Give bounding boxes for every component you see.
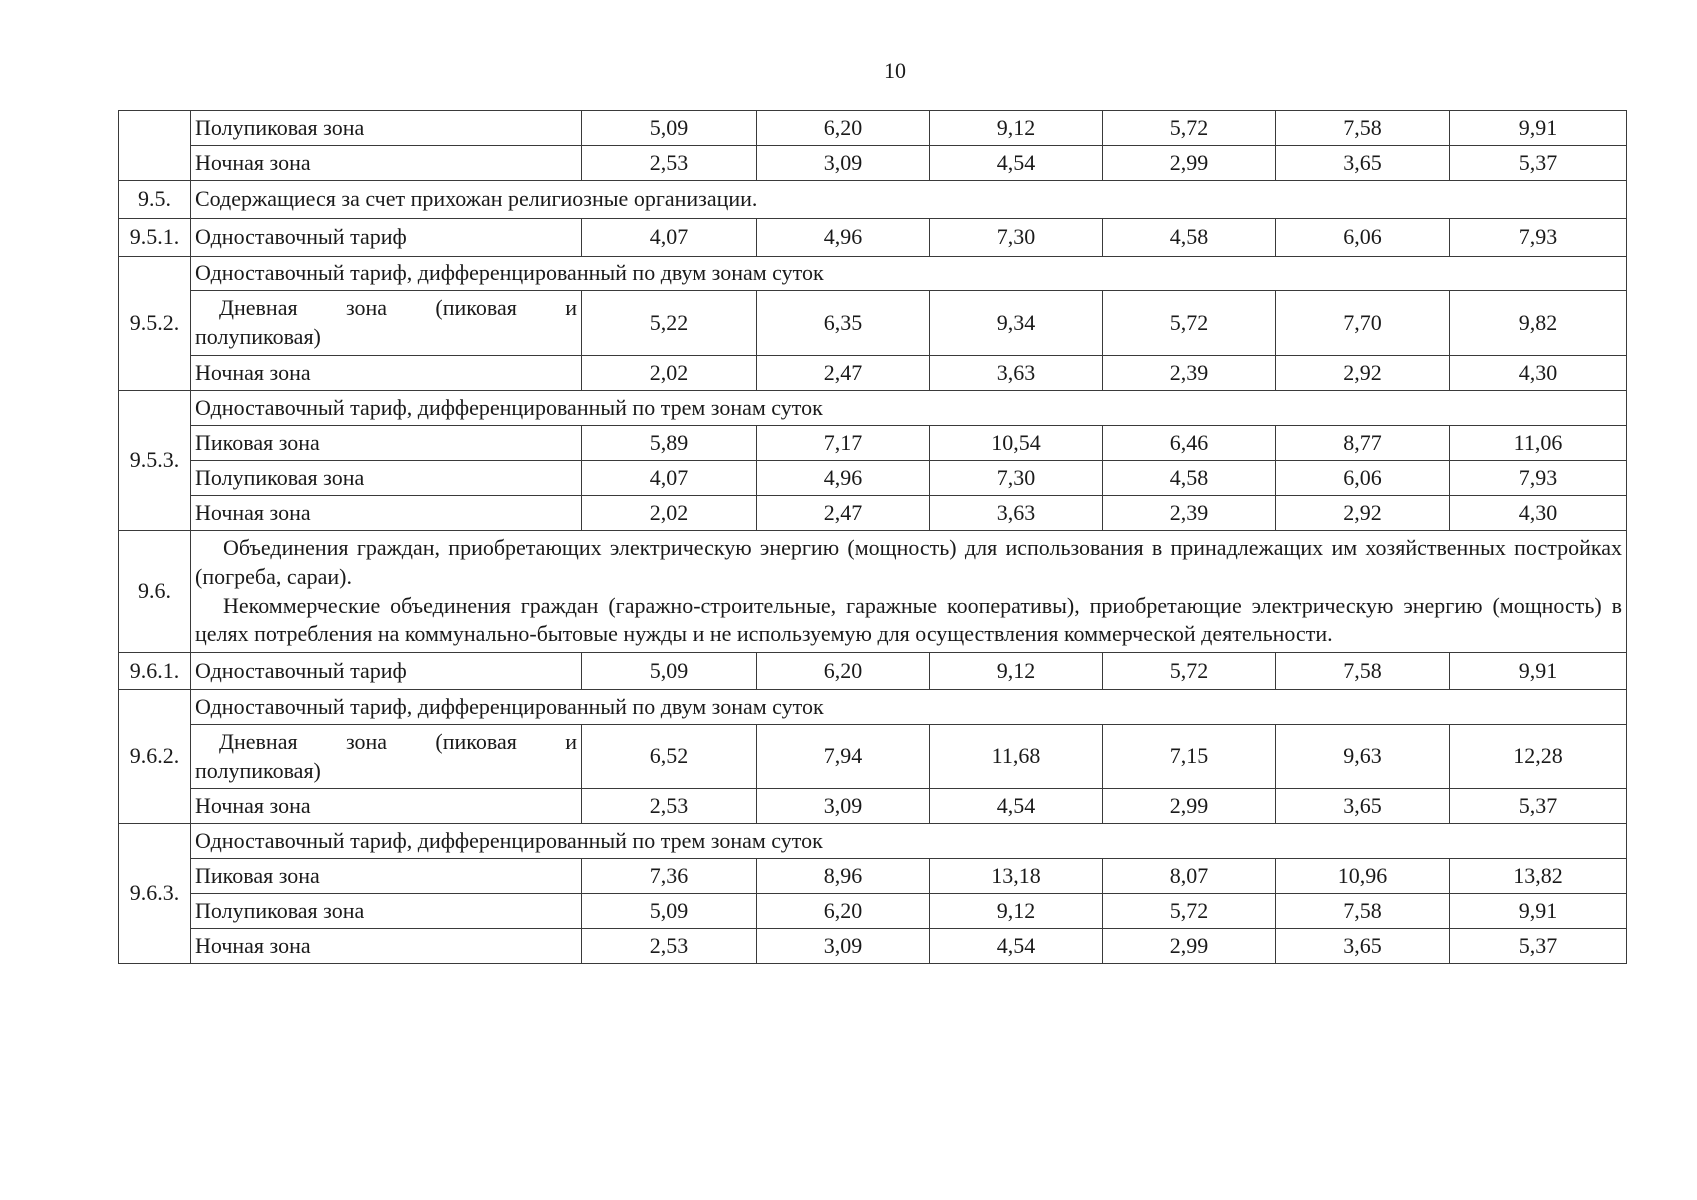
subsection-header-row	[119, 824, 1627, 859]
table-row	[119, 859, 1627, 894]
table-row	[119, 426, 1627, 461]
value-cell: 6,20	[757, 894, 930, 929]
section-title: Содержащиеся за счет прихожан религиозные организации.	[191, 181, 1627, 219]
value-cell: 13,82	[1450, 859, 1627, 894]
value-cell: 5,89	[582, 426, 757, 461]
table-row	[119, 894, 1627, 929]
subsection-header-row	[119, 690, 1627, 725]
table-row	[119, 111, 1627, 146]
value-cell: 2,02	[582, 496, 757, 531]
table-row	[119, 929, 1627, 964]
table-row	[119, 146, 1627, 181]
value-cell: 7,58	[1276, 894, 1450, 929]
row-label: Полупиковая зона	[191, 894, 582, 929]
section-paragraph: Объединения граждан, приобретающих электрическую энергию (мощность) для использования в принадлежащих им хозяйственных постройках (погреба, сараи).	[195, 535, 1622, 589]
value-cell: 2,47	[757, 356, 930, 391]
table-row	[119, 219, 1627, 257]
value-cell: 6,06	[1276, 461, 1450, 496]
value-cell: 12,28	[1450, 725, 1627, 789]
section-code: 9.6.2.	[119, 690, 191, 824]
value-cell: 2,39	[1103, 496, 1276, 531]
value-cell: 7,30	[930, 219, 1103, 257]
subsection-header-row	[119, 257, 1627, 291]
value-cell: 10,54	[930, 426, 1103, 461]
value-cell: 5,22	[582, 291, 757, 356]
value-cell: 4,54	[930, 789, 1103, 824]
value-cell: 7,30	[930, 461, 1103, 496]
code-cell-empty	[119, 111, 191, 181]
value-cell: 5,72	[1103, 653, 1276, 690]
value-cell: 2,92	[1276, 496, 1450, 531]
value-cell: 4,30	[1450, 356, 1627, 391]
subsection-title: Одноставочный тариф, дифференцированный по трем зонам суток	[191, 824, 1627, 859]
section-code: 9.6.	[119, 531, 191, 653]
value-cell: 9,63	[1276, 725, 1450, 789]
row-label: Ночная зона	[191, 356, 582, 391]
value-cell: 4,07	[582, 219, 757, 257]
value-cell: 2,92	[1276, 356, 1450, 391]
value-cell: 6,20	[757, 653, 930, 690]
subsection-title: Одноставочный тариф, дифференцированный по трем зонам суток	[191, 391, 1627, 426]
value-cell: 7,58	[1276, 653, 1450, 690]
value-cell: 2,99	[1103, 146, 1276, 181]
value-cell: 4,07	[582, 461, 757, 496]
value-cell: 8,07	[1103, 859, 1276, 894]
value-cell: 5,09	[582, 894, 757, 929]
value-cell: 7,94	[757, 725, 930, 789]
value-cell: 4,54	[930, 929, 1103, 964]
value-cell: 9,12	[930, 111, 1103, 146]
row-label	[191, 291, 582, 356]
value-cell: 5,37	[1450, 789, 1627, 824]
section-code: 9.5.1.	[119, 219, 191, 257]
page-number: 10	[884, 58, 906, 83]
value-cell: 9,91	[1450, 111, 1627, 146]
value-cell: 4,30	[1450, 496, 1627, 531]
subsection-header-row	[119, 391, 1627, 426]
value-cell: 9,91	[1450, 653, 1627, 690]
value-cell: 11,06	[1450, 426, 1627, 461]
value-cell: 2,47	[757, 496, 930, 531]
section-description	[191, 531, 1627, 653]
value-cell: 2,53	[582, 929, 757, 964]
row-label-line2: полупиковая)	[195, 757, 321, 783]
value-cell: 3,63	[930, 496, 1103, 531]
row-label: Пиковая зона	[191, 426, 582, 461]
value-cell: 7,58	[1276, 111, 1450, 146]
value-cell: 3,65	[1276, 929, 1450, 964]
value-cell: 7,36	[582, 859, 757, 894]
value-cell: 3,65	[1276, 789, 1450, 824]
value-cell: 5,09	[582, 653, 757, 690]
table-row	[119, 356, 1627, 391]
section-code: 9.5.3.	[119, 391, 191, 531]
table-row	[119, 725, 1627, 789]
table-row	[119, 461, 1627, 496]
row-label-line2: полупиковая)	[195, 324, 321, 349]
section-code: 9.6.3.	[119, 824, 191, 964]
value-cell: 5,37	[1450, 146, 1627, 181]
value-cell: 4,96	[757, 461, 930, 496]
row-label: Пиковая зона	[191, 859, 582, 894]
value-cell: 7,17	[757, 426, 930, 461]
table-row	[119, 789, 1627, 824]
value-cell: 7,15	[1103, 725, 1276, 789]
value-cell: 6,20	[757, 111, 930, 146]
value-cell: 2,53	[582, 146, 757, 181]
subsection-title: Одноставочный тариф, дифференцированный по двум зонам суток	[191, 257, 1627, 291]
row-label-line1: Дневная зона (пиковая и	[219, 728, 577, 754]
row-label: Ночная зона	[191, 496, 582, 531]
tariff-table	[118, 110, 1627, 964]
value-cell: 9,82	[1450, 291, 1627, 356]
value-cell: 5,37	[1450, 929, 1627, 964]
section-paragraph: Некоммерческие объединения граждан (гаражно-строительные, гаражные кооперативы), приобретающие электрическую энергию (мощность) в целях потребления на коммунально-бытовые нужды и не используемую для осуществления коммерческой деятельности.	[195, 592, 1622, 647]
value-cell: 6,52	[582, 725, 757, 789]
value-cell: 6,46	[1103, 426, 1276, 461]
value-cell: 7,93	[1450, 219, 1627, 257]
value-cell: 9,12	[930, 894, 1103, 929]
row-label: Ночная зона	[191, 146, 582, 181]
value-cell: 2,99	[1103, 929, 1276, 964]
value-cell: 9,12	[930, 653, 1103, 690]
section-code: 9.6.1.	[119, 653, 191, 690]
table-row	[119, 496, 1627, 531]
value-cell: 3,09	[757, 789, 930, 824]
value-cell: 5,72	[1103, 894, 1276, 929]
section-row	[119, 531, 1627, 653]
value-cell: 3,63	[930, 356, 1103, 391]
value-cell: 4,58	[1103, 461, 1276, 496]
row-label	[191, 725, 582, 789]
subsection-title: Одноставочный тариф, дифференцированный по двум зонам суток	[191, 690, 1627, 725]
value-cell: 10,96	[1276, 859, 1450, 894]
value-cell: 11,68	[930, 725, 1103, 789]
section-code: 9.5.2.	[119, 257, 191, 391]
value-cell: 2,53	[582, 789, 757, 824]
value-cell: 3,09	[757, 146, 930, 181]
value-cell: 4,58	[1103, 219, 1276, 257]
value-cell: 5,72	[1103, 111, 1276, 146]
value-cell: 7,93	[1450, 461, 1627, 496]
value-cell: 9,91	[1450, 894, 1627, 929]
value-cell: 2,99	[1103, 789, 1276, 824]
section-row	[119, 181, 1627, 219]
row-label: Ночная зона	[191, 789, 582, 824]
table-row	[119, 653, 1627, 690]
value-cell: 5,72	[1103, 291, 1276, 356]
value-cell: 3,09	[757, 929, 930, 964]
row-label-line1: Дневная зона (пиковая и	[219, 295, 577, 321]
value-cell: 6,06	[1276, 219, 1450, 257]
value-cell: 8,77	[1276, 426, 1450, 461]
value-cell: 3,65	[1276, 146, 1450, 181]
table-row	[119, 291, 1627, 356]
value-cell: 9,34	[930, 291, 1103, 356]
value-cell: 2,02	[582, 356, 757, 391]
value-cell: 13,18	[930, 859, 1103, 894]
value-cell: 7,70	[1276, 291, 1450, 356]
row-label: Ночная зона	[191, 929, 582, 964]
row-label: Одноставочный тариф	[191, 653, 582, 690]
value-cell: 4,96	[757, 219, 930, 257]
value-cell: 6,35	[757, 291, 930, 356]
row-label: Одноставочный тариф	[191, 219, 582, 257]
value-cell: 4,54	[930, 146, 1103, 181]
section-code: 9.5.	[119, 181, 191, 219]
row-label: Полупиковая зона	[191, 461, 582, 496]
row-label: Полупиковая зона	[191, 111, 582, 146]
value-cell: 2,39	[1103, 356, 1276, 391]
value-cell: 8,96	[757, 859, 930, 894]
value-cell: 5,09	[582, 111, 757, 146]
